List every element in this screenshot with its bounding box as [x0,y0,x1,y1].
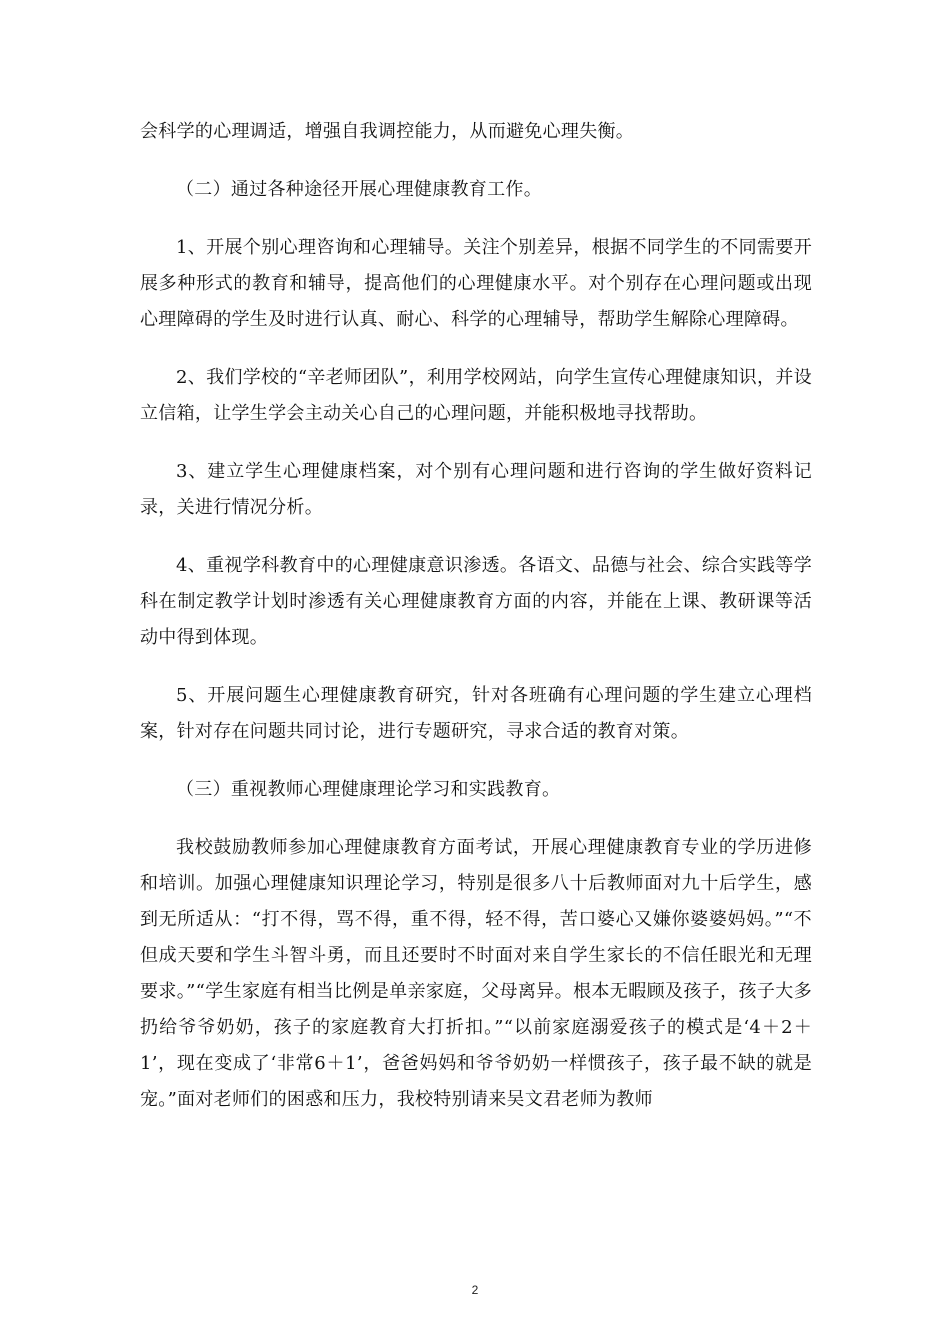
document-body [140,114,812,1140]
section-heading-3: （三）重视教师心理健康理论学习和实践教育。 [176,779,561,800]
page-number: 2 [471,1283,479,1297]
paragraph-item-5: 5、开展问题生心理健康教育研究，针对各班确有心理问题的学生建立心理档案，针对存在问题共同讨论，进行专题研究，寻求合适的教育对策。 [140,685,812,742]
paragraph-item-3: 3、建立学生心理健康档案，对个别有心理问题和进行咨询的学生做好资料记录，关进行情况分析。 [140,461,812,518]
paragraph-item-2: 2、我们学校的“辛老师团队”，利用学校网站，向学生宣传心理健康知识，并设立信箱，让学生学会主动关心自己的心理问题，并能积极地寻找帮助。 [140,367,812,424]
section-heading-2: （二）通过各种途径开展心理健康教育工作。 [176,179,542,200]
paragraph-item-1: 1、开展个别心理咨询和心理辅导。关注个别差异，根据不同学生的不同需要开展多种形式的教育和辅导，提高他们的心理健康水平。对个别存在心理问题或出现心理障碍的学生及时进行认真、耐心、科学的心理辅导，帮助学生解除心理障碍。 [140,237,812,330]
paragraph-teacher-training: 我校鼓励教师参加心理健康教育方面考试，开展心理健康教育专业的学历进修和培训。加强心理健康知识理论学习，特别是很多八十后教师面对九十后学生，感到无所适从：“打不得，骂不得，重不得，轻不得，苦口婆心又嫌你婆婆妈妈。”“不但成天要和学生斗智斗勇，而且还要时不时面对来自学生家长的不信任眼光和无理要求。”“学生家庭有相当比例是单亲家庭，父母离异。根本无暇顾及孩子，孩子大多扔给爷爷奶奶，孩子的家庭教育大打折扣。”“以前家庭溺爱孩子的模式是‘4＋2＋1’，现在变成了‘非常6＋1’，爸爸妈妈和爷爷奶奶一样惯孩子，孩子最不缺的就是宠。”面对老师们的困惑和压力，我校特别请来吴文君老师为教师 [140,837,812,1110]
paragraph-item-4: 4、重视学科教育中的心理健康意识渗透。各语文、品德与社会、综合实践等学科在制定教学计划时渗透有关心理健康教育方面的内容，并能在上课、教研课等活动中得到体现。 [140,555,812,648]
paragraph-continuation: 会科学的心理调适，增强自我调控能力，从而避免心理失衡。 [140,121,635,142]
